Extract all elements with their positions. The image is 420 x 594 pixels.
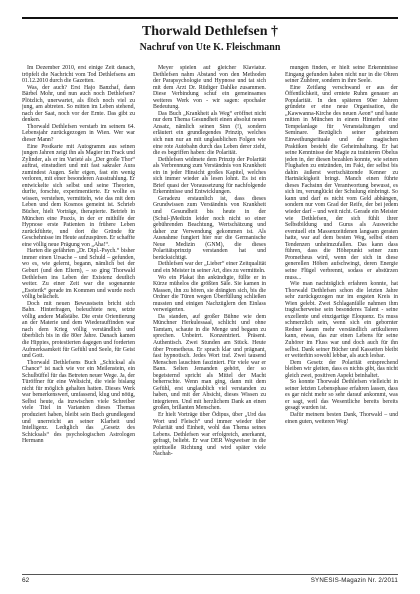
paragraph: Wo ein Plakat ihn ankündigte, füllte er in Kürze mühelos die größten Säle. Sie kamen in Massen, ihn zu hören, sie drängten sich, bis die Ordner die Türen wegen Überfüllung schließen mussten und einigen Nachzüglern den Einlass verweigerten. [153, 274, 266, 314]
paragraph: Harten die gefährten „Dr. Dipl.-Psych.“ bisher immer einen Ursache – und Schuld – gefunden, wo es, wie gelernt, begann, nämlich bei der Geburt (und den Eltern), – so ging Thorwald Dethlefsen ins Leben der Existenz deutlich weiter. Zu einer Zeit war die sogenannte „Esoterik“ gerade im Kommen und wurde noch völlig belächelt. [22, 248, 135, 301]
article-subtitle: Nachruf von Ute K. Fleischmann [139, 42, 281, 53]
article-title: Thorwald Dethlefsen † [141, 24, 279, 39]
paragraph: Thorwald Dethlefsen verstarb im seinem 64. Lebensjahr zurückgezogen in Wien. Wer war dieser Mann? [22, 123, 135, 144]
paragraph: Er hielt Vorträge über Ödipus, über „Urd das Wort und Fleisch“ und immer wieder über Polarität und Einheit, wohl das Thema seines Lebens. Dethlefsen war erfolgreich, anerkannt, gefragt, beliebt. Er war DER Wegweiser in die spirituelle Richtung und wird später viele Nachah- [153, 411, 266, 458]
paragraph: Geradezu erstaunlich ist, dass dieses Grundwissen zum Verständnis von Krankheit und Gesundheit bis heute in der (Schul-)Medizin leider noch nicht so einer gebührenden Beachtung, Wertschätzung und daher zur Verwendung gekommen ist. Als Ausnahme fungiert hier nur die Germanische Neue Medizin (GNM), die dieses Polaritätsprinzip verstanden hat und berücksichtigt. [153, 195, 266, 261]
paragraph: Das Buch „Krankheit als Weg“ eröffnet nicht nur dem Thema Gesundheit einen absolut neuen Ansatz, nämlich seinen Sinn (!), sondern erläutert ein grundlegendes Prinzip, welches sich nun nur an mit unglaublichen Folgen wie eine rote Autobahn durch das Leben derer zieht, die es begriffen haben: die Polarität. [153, 110, 266, 157]
article-header [22, 24, 398, 54]
paragraph: Dethlefsen war der „Lieber“ einer Zeitqualität und ein Meister in seiner Art, dies zu vermitteln. [153, 261, 266, 274]
paragraph: Meyer spielen auf gleicher Klaviatur. Dethlefsen nahm Abstand von den Methoden der Parapsychologie und Hypnose und tat sich mit dem Arzt Dr. Rüdiger Dahlke zusammen. Diese Verbindung schuf ein gemeinsames weiteres Werk von - wir sagen: epochaler Bedeutung. [153, 65, 266, 111]
paragraph: mungen finden, er hielt seine Erkenntnisse Eingang gefunden haben nicht nur in die Ohren seiner Zuhörer, sondern in ihre Seele. [285, 65, 398, 85]
paragraph: Dethlefsen widmete dem Prinzip der Polarität als Verbrennung zum Verständnis von Krankheit ein in jeder Hinsicht großes Kapitel, welches sich immer wieder als lesen lohnt. Es ist ein Brief quasi der Voraussetzung für nachfolgende Erkenntnisse und Entwicklungen. [153, 156, 266, 196]
paragraph: Doch mit neuen Bewusstsein bricht sich Bahn. Hinterfragen, beleuchtete neu, setzte völlig andere Maßstäbe. Die erste Orientierung an der Materie und dem Wiederauffinden war nach dem Krieg völlig verständlich und überblich bis in die 80er Jahre. Danach kamen die Hippies, protestierten dagegen und forderten Aufmerksamkeit für Gefühl und Seele, für Geist und Gott. [22, 300, 135, 360]
paragraph: Eine Zeitlang verschwand er aus der Öffentlichkeit, und erntete Ruhm genauer an Popularität. In den späteren 90er Jahren gründete er eine neue Organisation, die „Kawwanna-Kirche des neuen Aeon“ und baute mitten in München in einem Hinterhof eine Tempelanlage für Veranstaltungen und Seminare. Bezüglich seiner geheimen Einweihungsrituale und der magischen Praktiken besteht die Geheimhaltung. Er hat seine Kenntnisse der Magie zu trainieren Obelus jeden in, der diesen bezahlen konnte, wie seinen Flughafen zu entzünden, im Fakt, der selbst bis dahin äußerst wertschätzende Kenner zu Hartnäckigkeit bringt. Manch einen führte dieses Fachsinn der Verantwortung bewusst, es sich im, verunglückt der Schulung einbringt. So kann und darf es nicht vom Geld abhängen, sondern nur vom Grad der Reife, der bei jedem wieder darf – und weit nicht. Gerade ein Meister wie Dethlefsen, der sich fühlt ihrer Selbstbildung und Gurus als Ausweiche eventuell ein Massenzeitdenen langsam geraten hatte, war auf dem besten Weg, selbst einen Tendenzen unheimzufallen. Das kann dass führen, dass die Höhepunkt seiner zum Prometheus wird, wenn der sich in diese generellen Höhen aufschwingt, deren Energie seine Flügel verbrennt, sodass er abstürzen muss... [285, 84, 398, 281]
paragraph: Thorwald Dethlefsens Buch „Schicksal als Chance“ ist nach wie vor ein Meilenstein, ein Schulbüffel für das Betreten neuer Wege. Ja, der Türöffner für eine Weltsicht, die viele bislang nicht für möglich gehalten hatten. Dieses Werk war bemerkenswert, umfassend, klug und nötig, Selbst heute, da inzwischen viele Schreiber viele Titel in Varianten dieses Themas produziert haben, bleibt sein Buch grundlegend und unerreicht an seiner Klarheit und Intelligenz. Lediglich das „Gesetz des Schicksals“ des psychologischen Astrologen Hermann [22, 359, 135, 445]
text-column-2 [153, 65, 266, 565]
header-rule [22, 17, 398, 19]
paragraph: Da standen, auf großer Bühne wie dem Münchner Herkulessaal, schlicht und ohne Tamtam, schaute in die Menge und begann zu sprechen. Unbeirrt. Konzentriert. Präsent. Authentisch. Zwei Stunden am Stück. Heute über Prometheus. Er sprach klar und prägnant, fast hypnotisch. Jedes Wort traf. Zwei tausend Menschen lauschten fasziniert. Für viele war er Bann. Selten Jemanden gehört, der so begeisternd spricht als Mittel der Macht beherrschte. Wenn man ging, dann mit dem Gefühl, erst unglaublich viel verstanden zu haben, und mit der Absicht, dieses Wissen zu integrieren. Und mit herzlichem Dank an einen großen, brillanten Menschen. [153, 313, 266, 412]
paragraph: Wie man nachträglich erfahren konnte, hat Thorwald Dethlefsen schon die letzten Jahre sehr zurückgezogen nur im engsten Kreis in Wien gelebt. Zwei Schlaganfälle nahmen ihm tragischerweise sein besonderes Talent - seine exzellente und einzigartige Eloquenz. Es muss schmerzlich sein, wenn sich ein gebornter Redner kaum mehr verständlich artikulieren kann, etwas, das zur einen Lebens für seine Zuhörer im Fluss war und doch auch für ihn selbst. Dank seiner Bücher und Kassetten bleibt er weiterhin sowohl lebbar, als auch lesbar. [285, 281, 398, 360]
page-number: 62 [22, 577, 30, 584]
paragraph: Dafür meinem besten Dank, Thorwald – und einen guten, weiteren Weg! [285, 411, 398, 425]
paragraph: Was, der auch? Erst Hajo Banzhaf, dann Bärbel Mohr, und nun auch noch Dethlefsen? Plötzlich, unerwartet, als flöch noch viel zu jung, am abtreten. So mitten im Leben stehend, nach der Saat, noch vor der Ernte. Das gibt zu denken. [22, 84, 135, 124]
paragraph: Eine Postkarte mit Autogramm aus seinen jungen Jahren zeigt ihn als Magier im Frack und Zylinder, als er im Varieté als „Der große Thor“ auftrat, einstudiert und mit fast sakraler Aura zumindest Augen. Sehr eigen, fast ein wenig verloren, mit einer besonderen Ausstrahlung. Er entwickelte sich selbst und seine Theorien, durfte, forschte, experimentierte. Er wollte es wissen, verstehen, vermitteln, wie das mit dem Leben und dem Kosmos gemeint ist. Schrieb Bücher, hielt Vorträge, therapierte. Betrieb in München eine Praxis, in der er mithilfe der Hypnose erste Patienten in frühere Leben zurückführte, und dort die Gründe für Geschehnisse im Heute aufzuspüren. Er schaffte eine völlig neue Prägung von „Aha!“. [22, 143, 135, 248]
paragraph: Dem Gesetz der Polarität entsprechend bleiben wir gleiten, dass es nichts gibt, das nicht gleich zwei, positiven Aspekt beinhaltet. [285, 359, 398, 379]
paragraph: So konnte Thorwald Dethlefsen vielleicht in seiner letzten Lebensphase erfahren lassen, dass es gar nicht mehr so sehr darauf ankommt, was er sagt, weil das Wesentliche bereits bereits gesagt wurden ist. [285, 379, 398, 412]
text-column-3 [285, 65, 398, 565]
paragraph: Im Dezember 2010, erst einige Zeit danach, tröpfelt die Nachricht vom Tod Dethlefsens am 01.12.2010 durch die Gazetten. [22, 65, 135, 85]
text-column-1 [22, 65, 135, 565]
magazine-issue: SYNESIS-Magazin Nr. 2/2011 [310, 577, 398, 584]
footer-rule [22, 574, 398, 575]
